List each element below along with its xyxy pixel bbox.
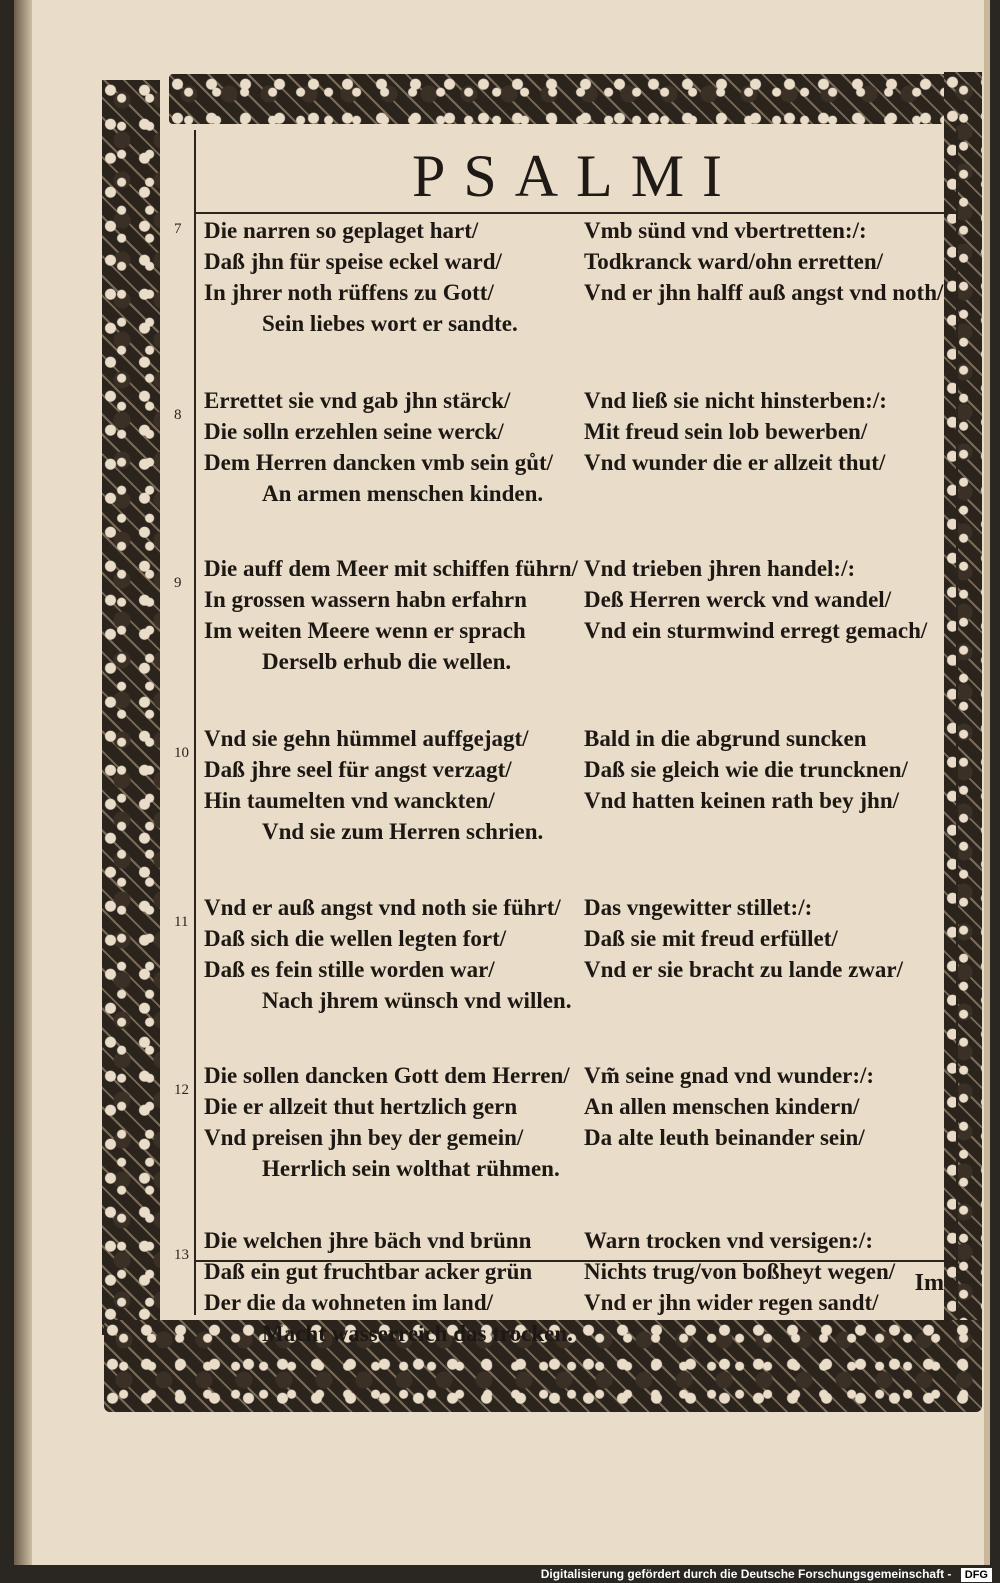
verse-number: 9	[174, 575, 182, 591]
verse-line	[204, 246, 949, 277]
verse-line-second-half: Bald in die abgrund suncken	[584, 726, 867, 751]
verse-line-second-half: Daß sie gleich wie die truncknen/	[584, 757, 908, 782]
verse-line-first-half: Vnd sie gehn hümmel auffgejagt/	[204, 726, 529, 751]
verse-line-second-half: Vnd wunder die er allzeit thut/	[584, 450, 886, 475]
dfg-badge: DFG	[961, 1568, 992, 1582]
ornament-border-left	[102, 80, 160, 1335]
verse-line	[204, 584, 949, 615]
verse-line-second-half: Vnd er sie bracht zu lande zwar/	[584, 957, 904, 982]
book-page	[14, 0, 990, 1565]
verse-line-second-half: Das vngewitter stillet:/:	[584, 895, 813, 920]
verse-line-second-half: Vnd er jhn halff auß angst vnd noth/	[584, 280, 944, 305]
verse-line	[204, 615, 949, 646]
verse-line	[204, 754, 949, 785]
verse-line	[204, 785, 949, 816]
verse-line	[204, 723, 949, 754]
verse-block	[174, 553, 949, 677]
verse-line-first-half: Die welchen jhre bäch vnd brünn	[204, 1228, 532, 1253]
verse-line-first-half: Daß ein gut fruchtbar acker grün	[204, 1259, 533, 1284]
verse-line-first-half: Errettet sie vnd gab jhn stärck/	[204, 388, 511, 413]
page-gutter-shadow	[14, 0, 32, 1565]
verse-line-second-half: Daß sie mit freud erfüllet/	[584, 926, 838, 951]
verse-line	[204, 1225, 949, 1256]
verse-line	[204, 416, 949, 447]
verse-number: 7	[174, 221, 182, 237]
verse-line	[204, 1153, 949, 1184]
verse-line	[204, 277, 949, 308]
verse-line-first-half: Die er allzeit thut hertzlich gern	[204, 1094, 518, 1119]
verse-line-second-half: Todkranck ward/ohn erretten/	[584, 249, 884, 274]
verse-line	[204, 478, 949, 509]
ornament-border-top	[169, 74, 959, 124]
verse-block	[174, 215, 949, 339]
verse-line	[204, 385, 949, 416]
verse-line-first-half: In grossen wassern habn erfahrn	[204, 587, 527, 612]
verse-number: 8	[174, 407, 182, 423]
credit-text: Digitalisierung gefördert durch die Deutsche Forschungsgemeinschaft -	[540, 1567, 952, 1581]
verse-line	[204, 646, 949, 677]
verse-line	[204, 1122, 949, 1153]
verse-line-first-half: Daß jhn für speise eckel ward/	[204, 249, 502, 274]
verse-number: 11	[174, 914, 189, 930]
verse-line-second-half: Da alte leuth beinander sein/	[584, 1125, 865, 1150]
verse-line-second-half: Vnd trieben jhren handel:/:	[584, 556, 856, 581]
verse-block	[174, 1060, 949, 1184]
verse-line-first-half: Daß es fein stille worden war/	[204, 957, 495, 982]
header-rule	[196, 212, 956, 214]
digitization-credit	[0, 1565, 1000, 1583]
verse-line-second-half: Vnd hatten keinen rath bey jhn/	[584, 788, 900, 813]
verse-line-second-half: Vm̃ seine gnad vnd wunder:/:	[584, 1063, 875, 1088]
verse-line-first-half: Vnd sie zum Herren schrien.	[262, 819, 544, 844]
verse-block	[174, 892, 949, 1016]
verse-line-first-half: Nach jhrem wünsch vnd willen.	[262, 988, 572, 1013]
verse-line-first-half: Im weiten Meere wenn er sprach	[204, 618, 526, 643]
verse-number: 12	[174, 1082, 189, 1098]
verse-line-second-half: Vnd ließ sie nicht hinsterben:/:	[584, 388, 887, 413]
verse-line-first-half: Herrlich sein wolthat rühmen.	[262, 1156, 560, 1181]
verse-line	[204, 215, 949, 246]
verse-line-first-half: Die narren so geplaget hart/	[204, 218, 479, 243]
verse-line	[204, 1318, 949, 1349]
verse-line-first-half: Die sollen dancken Gott dem Herren/	[204, 1063, 570, 1088]
verse-line-first-half: In jhrer noth rüffens zu Gott/	[204, 280, 494, 305]
verse-line	[204, 553, 949, 584]
verse-line-second-half: Vmb sünd vnd vbertretten:/:	[584, 218, 867, 243]
verse-line	[204, 1060, 949, 1091]
verse-line-second-half: Vnd ein sturmwind erregt gemach/	[584, 618, 928, 643]
verse-line	[204, 308, 949, 339]
verse-block	[174, 1225, 949, 1349]
verse-line-first-half: Hin taumelten vnd wanckten/	[204, 788, 495, 813]
verse-block	[174, 385, 949, 509]
verse-line	[204, 985, 949, 1016]
verse-block	[174, 723, 949, 847]
verse-line	[204, 1091, 949, 1122]
verse-line	[204, 1287, 949, 1318]
verse-line-first-half: Daß jhre seel für angst verzagt/	[204, 757, 512, 782]
footer-rule	[196, 1260, 956, 1262]
verse-line-first-half: Die solln erzehlen seine werck/	[204, 419, 504, 444]
verse-line-second-half: Nichts trug/von boßheyt wegen/	[584, 1259, 896, 1284]
verse-line-first-half: Vnd preisen jhn bey der gemein/	[204, 1125, 524, 1150]
verse-line-first-half: Daß sich die wellen legten fort/	[204, 926, 507, 951]
running-header: PSALMI	[411, 143, 741, 209]
verse-line-first-half: An armen menschen kinden.	[262, 481, 544, 506]
verse-line	[204, 816, 949, 847]
verse-line-first-half: Die auff dem Meer mit schiffen führn/	[204, 556, 578, 581]
verse-line	[204, 923, 949, 954]
verse-line	[204, 447, 949, 478]
verse-line-first-half: Vnd er auß angst vnd noth sie führt/	[204, 895, 561, 920]
verse-line-first-half: Sein liebes wort er sandte.	[262, 311, 518, 336]
verse-line	[204, 892, 949, 923]
verse-line-second-half: Mit freud sein lob bewerben/	[584, 419, 868, 444]
verse-number: 10	[174, 745, 189, 761]
verse-line-first-half: Derselb erhub die wellen.	[262, 649, 512, 674]
verse-line-first-half: Macht wasserreich das trocken.	[262, 1321, 573, 1346]
verse-number: 13	[174, 1247, 189, 1263]
text-block	[174, 130, 958, 1346]
ornamental-frame	[94, 60, 979, 1410]
verse-line-first-half: Der die da wohneten im land/	[204, 1290, 494, 1315]
verse-line-second-half: Warn trocken vnd versigen:/:	[584, 1228, 873, 1253]
verse-line-first-half: Dem Herren dancken vmb sein gůt/	[204, 450, 554, 475]
verse-line	[204, 954, 949, 985]
verse-line-second-half: An allen menschen kindern/	[584, 1094, 860, 1119]
verse-line-second-half: Vnd er jhn wider regen sandt/	[584, 1290, 879, 1315]
verse-line-second-half: Deß Herren werck vnd wandel/	[584, 587, 892, 612]
catchword: Im	[914, 1270, 944, 1296]
